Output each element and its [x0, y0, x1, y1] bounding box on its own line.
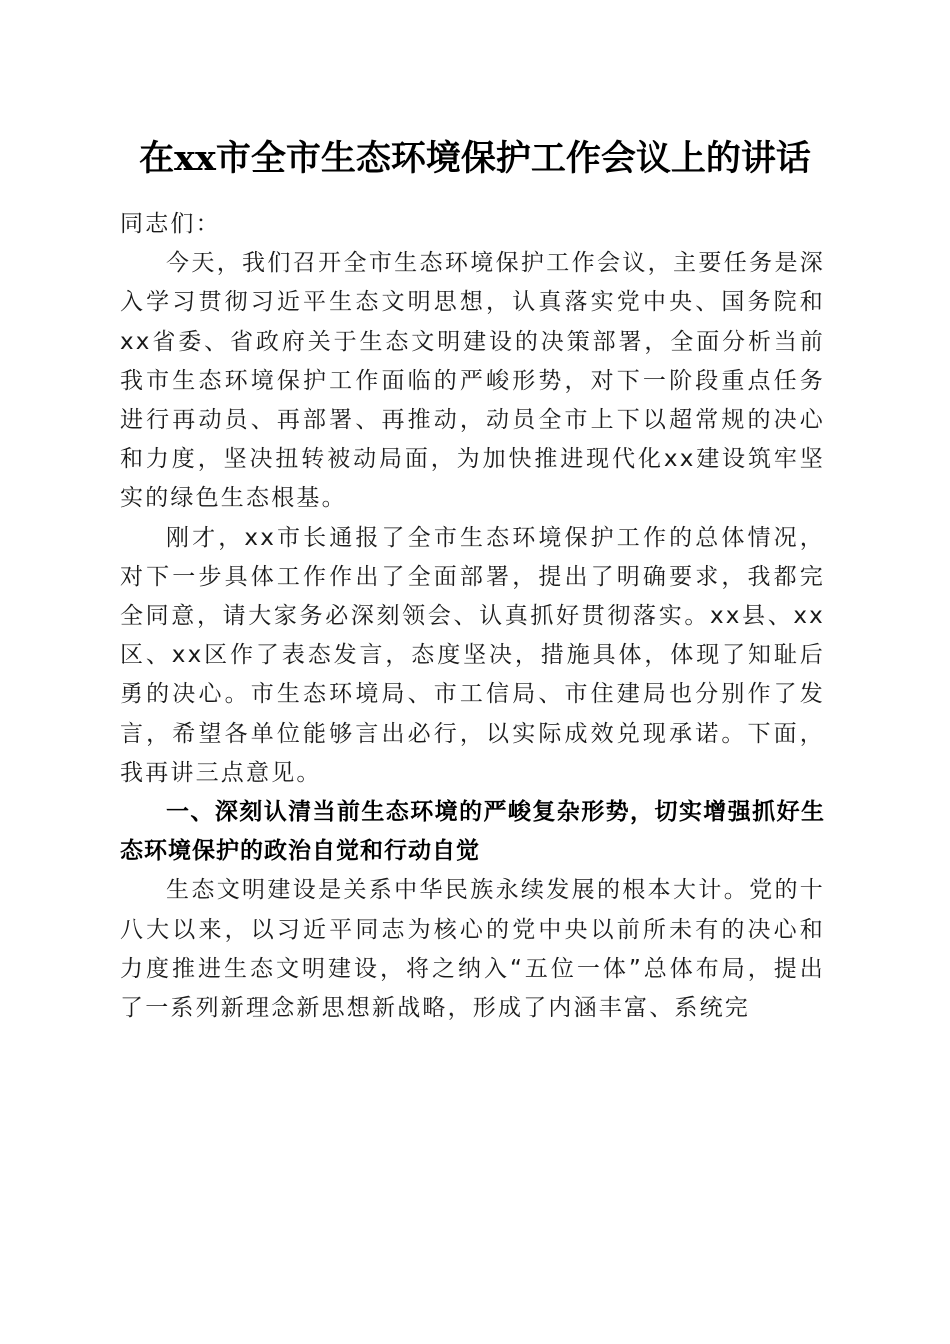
- document-title: 在xx市全市生态环境保护工作会议上的讲话: [139, 138, 811, 179]
- section-heading-1: 一、深刻认清当前生态环境的严峻复杂形势，切实增强抓好生态环境保护的政治自觉和行动自觉: [120, 799, 825, 865]
- paragraph-1: 今天，我们召开全市生态环境保护工作会议，主要任务是深入学习贯彻习近平生态文明思想，认真落实党中央、国务院和xx省委、省政府关于生态文明建设的决策部署，全面分析当前我市生态环境保护工作面临的严峻形势，对下一阶段重点任务进行再动员、再部署、再推动，动员全市上下以超常规的决心和力度，坚决扭转被动局面，为加快推进现代化xx建设筑牢坚实的绿色生态根基。: [120, 250, 825, 512]
- section-1-paragraph: 生态文明建设是关系中华民族永续发展的根本大计。党的十八大以来，以习近平同志为核心的党中央以前所未有的决心和力度推进生态文明建设，将之纳入“五位一体”总体布局，提出了一系列新理念新思想新战略，形成了内涵丰富、系统完: [120, 877, 825, 1022]
- salutation: 同志们：: [120, 211, 221, 237]
- document-body: [120, 205, 825, 1028]
- paragraph-2: 刚才，xx市长通报了全市生态环境保护工作的总体情况，对下一步具体工作作出了全面部署，提出了明确要求，我都完全同意，请大家务必深刻领会、认真抓好贯彻落实。xx县、xx区、xx区作了表态发言，态度坚决，措施具体，体现了知耻后勇的决心。市生态环境局、市工信局、市住建局也分别作了发言，希望各单位能够言出必行，以实际成效兑现承诺。下面，我再讲三点意见。: [120, 524, 825, 786]
